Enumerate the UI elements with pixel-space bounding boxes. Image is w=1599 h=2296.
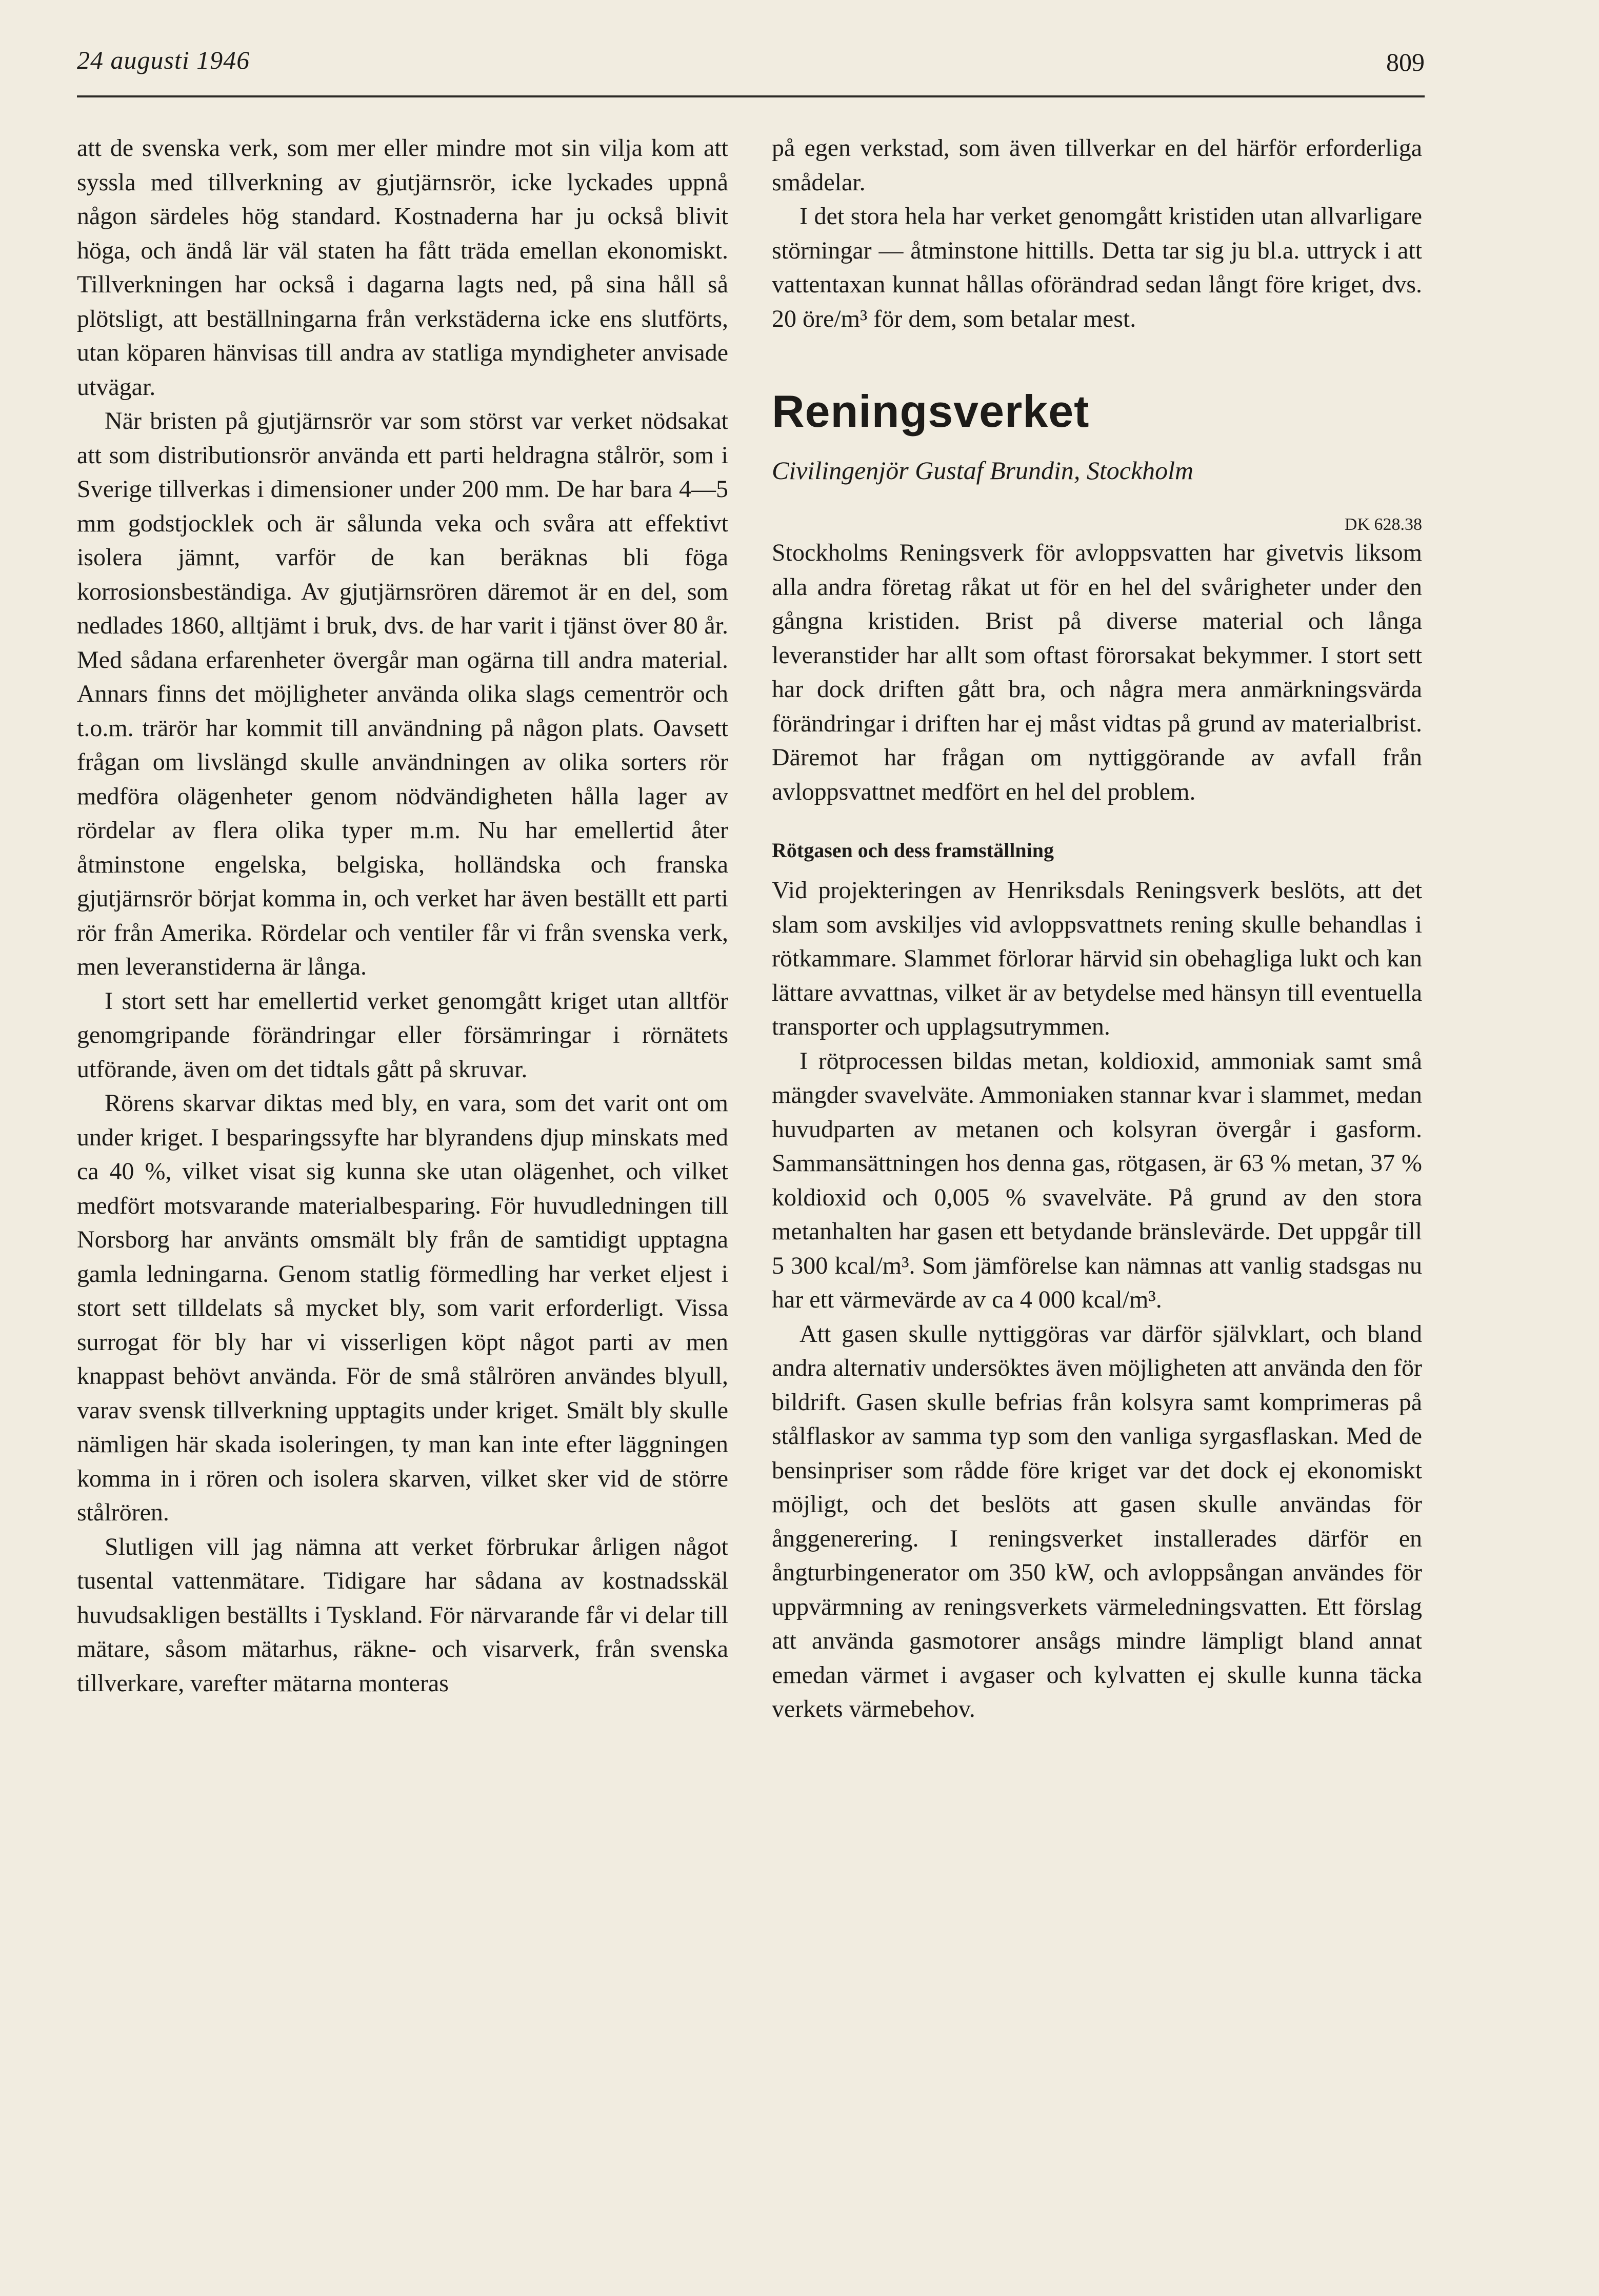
paragraph: Att gasen skulle nyttiggöras var därför självklart, och bland andra alternativ undersöktes även möjligheten att använda den för bildrift. Gasen skulle befrias från kolsyra samt komprimeras på stålflaskor av samma typ som den vanliga syrgasflaskan. Med de bensinpriser som rådde före kriget var det dock ej ekonomiskt möjligt, och det beslöts att gasen skulle användas för ånggenerering. I reningsverket installerades därför en ångturbingenerator om 350 kW, och avloppsångan användes för uppvärmning av reningsverkets värmeledningsvatten. Ett förslag att använda gasmotorer ansågs mindre lämpligt bland annat emedan värmet i avgaser och kylvatten ej skulle kunna täcka verkets värmebehov. bbox=[772, 1320, 1422, 1723]
dk-classification: DK 628.38 bbox=[1344, 515, 1422, 534]
section-subheading: Rötgasen och dess framställning bbox=[772, 839, 1054, 862]
paragraph: Slutligen vill jag nämna att verket förbrukar årligen något tusental vattenmätare. Tidigare har sådana av kostnadsskäl huvudsakligen beställts i Tyskland. För närvarande får vi delar till mätare, såsom mätarhus, räkne- och visarverk, från svenska tillverkare, varefter mätarna monteras bbox=[77, 1533, 728, 1697]
header-rule bbox=[77, 95, 1425, 97]
paragraph: I det stora hela har verket genomgått kristiden utan allvarligare störningar — åtminstone hittills. Detta tar sig ju bl.a. uttryck i att vattentaxan kunnat hållas oförändrad sedan långt före kriget, dvs. 20 öre/m³ för dem, som betalar mest. bbox=[772, 203, 1422, 332]
paragraph: I rötprocessen bildas metan, koldioxid, ammoniak samt små mängder svavelväte. Ammoniaken stannar kvar i slammet, medan huvudparten av metanen och kolsyran övergår i gasform. Sammansättningen hos denna gas, rötgasen, är 63 % metan, 37 % koldioxid och 0,005 % svavelväte. På grund av den stora metanhalten har gasen ett betydande bränslevärde. Det uppgår till 5 300 kcal/m³. Som jämförelse kan nämnas att vanlig stadsgas nu har ett värmevärde av ca 4 000 kcal/m³. bbox=[772, 1047, 1422, 1313]
paragraph: på egen verkstad, som även tillverkar en del härför erforderliga smådelar. bbox=[772, 134, 1422, 196]
article-intro: Stockholms Reningsverk för avloppsvatten har givetvis liksom alla andra företag råkat ut för en hel del svårigheter under den gångna kristiden. Brist på diverse material och långa leveranstider har allt som oftast förorsakat bekymmer. I stort sett har dock driften gått bra, och några mera anmärkningsvärda förändringar i driften har ej måst vidtas på grund av materialbrist. Däremot har frågan om nyttiggörande av avfall från avloppsvattnet medfört en hel del problem. bbox=[772, 539, 1422, 805]
page-number: 809 bbox=[1386, 48, 1425, 76]
issue-date: 24 augusti 1946 bbox=[77, 46, 250, 74]
page-header bbox=[77, 45, 1425, 91]
paragraph: I stort sett har emellertid verket genomgått kriget utan alltför genomgripande förändringar eller försämringar i rörnätets utförande, även om det tidtals gått på skruvar. bbox=[77, 987, 728, 1083]
paragraph: att de svenska verk, som mer eller mindre mot sin vilja kom att syssla med tillverkning av gjutjärnsrör, icke lyckades uppnå någon särdeles hög standard. Kostnaderna har ju också blivit höga, och ändå lär väl staten ha fått träda emellan ekonomiskt. Tillverkningen har också i dagarna lagts ned, på sina håll så plötsligt, att beställningarna från verkstäderna icke ens slutförts, utan köparen hänvisas till andra av statliga myndigheter anvisade utvägar. bbox=[77, 134, 728, 401]
paragraph: Rörens skarvar diktas med bly, en vara, som det varit ont om under kriget. I besparingssyfte har blyrandens djup minskats med ca 40 %, vilket visat sig kunna ske utan olägenhet, och vilket medfört motsvarande materialbesparing. För huvudledningen till Norsborg har använts omsmält bly från de samtidigt upptagna gamla ledningarna. Genom statlig förmedling har verket eljest i stort sett tilldelats så mycket bly, som varit erforderligt. Vissa surrogat för bly har vi visserligen köpt något parti av men knappast behövt använda. För de små stålrören användes blyull, varav svensk tillverkning upptagits under kriget. Smält bly skulle nämligen här skada isoleringen, ty man kan inte efter läggningen komma in i rören och isolera skarven, vilket sker vid de större stålrören. bbox=[77, 1090, 728, 1526]
paragraph: Vid projekteringen av Henriksdals Reningsverk beslöts, att det slam som avskiljes vid avloppsvattnets rening skulle behandlas i rötkammare. Slammet förlorar härvid sin obehagliga lukt och kan lättare avvattnas, vilket är av betydelse med hänsyn till eventuella transporter och upplagsutrymmen. bbox=[772, 877, 1422, 1040]
article-author: Civilingenjör Gustaf Brundin, Stockholm bbox=[772, 456, 1194, 485]
article-title: Reningsverket bbox=[772, 386, 1090, 437]
right-column bbox=[772, 131, 1422, 1727]
left-column bbox=[77, 131, 728, 1700]
paragraph: När bristen på gjutjärnsrör var som störst var verket nödsakat att som distributionsrör använda ett parti heldragna stålrör, som i Sverige tillverkas i dimensioner under 200 mm. De har bara 4—5 mm godstjocklek och är sålunda veka och svåra att effektivt isolera jämnt, varför de kan beräknas bli föga korrosionsbeständiga. Av gjutjärnsrören däremot är en del, som nedlades 1860, alltjämt i bruk, dvs. de har varit i tjänst över 80 år. Med sådana erfarenheter övergår man ogärna till andra material. Annars finns det möjligheter använda olika slags cementrör och t.o.m. trärör har kommit till användning på någon plats. Oavsett frågan om livslängd skulle användningen av olika sorters rör medföra olägenheter genom nödvändigheten hålla lager av rördelar av flera olika typer m.m. Nu har emellertid åter åtminstone engelska, belgiska, holländska och franska gjutjärnsrör börjat komma in, och verket har även beställt ett parti rör från Amerika. Rördelar och ventiler får vi från svenska verk, men leveranstiderna är långa. bbox=[77, 407, 728, 980]
